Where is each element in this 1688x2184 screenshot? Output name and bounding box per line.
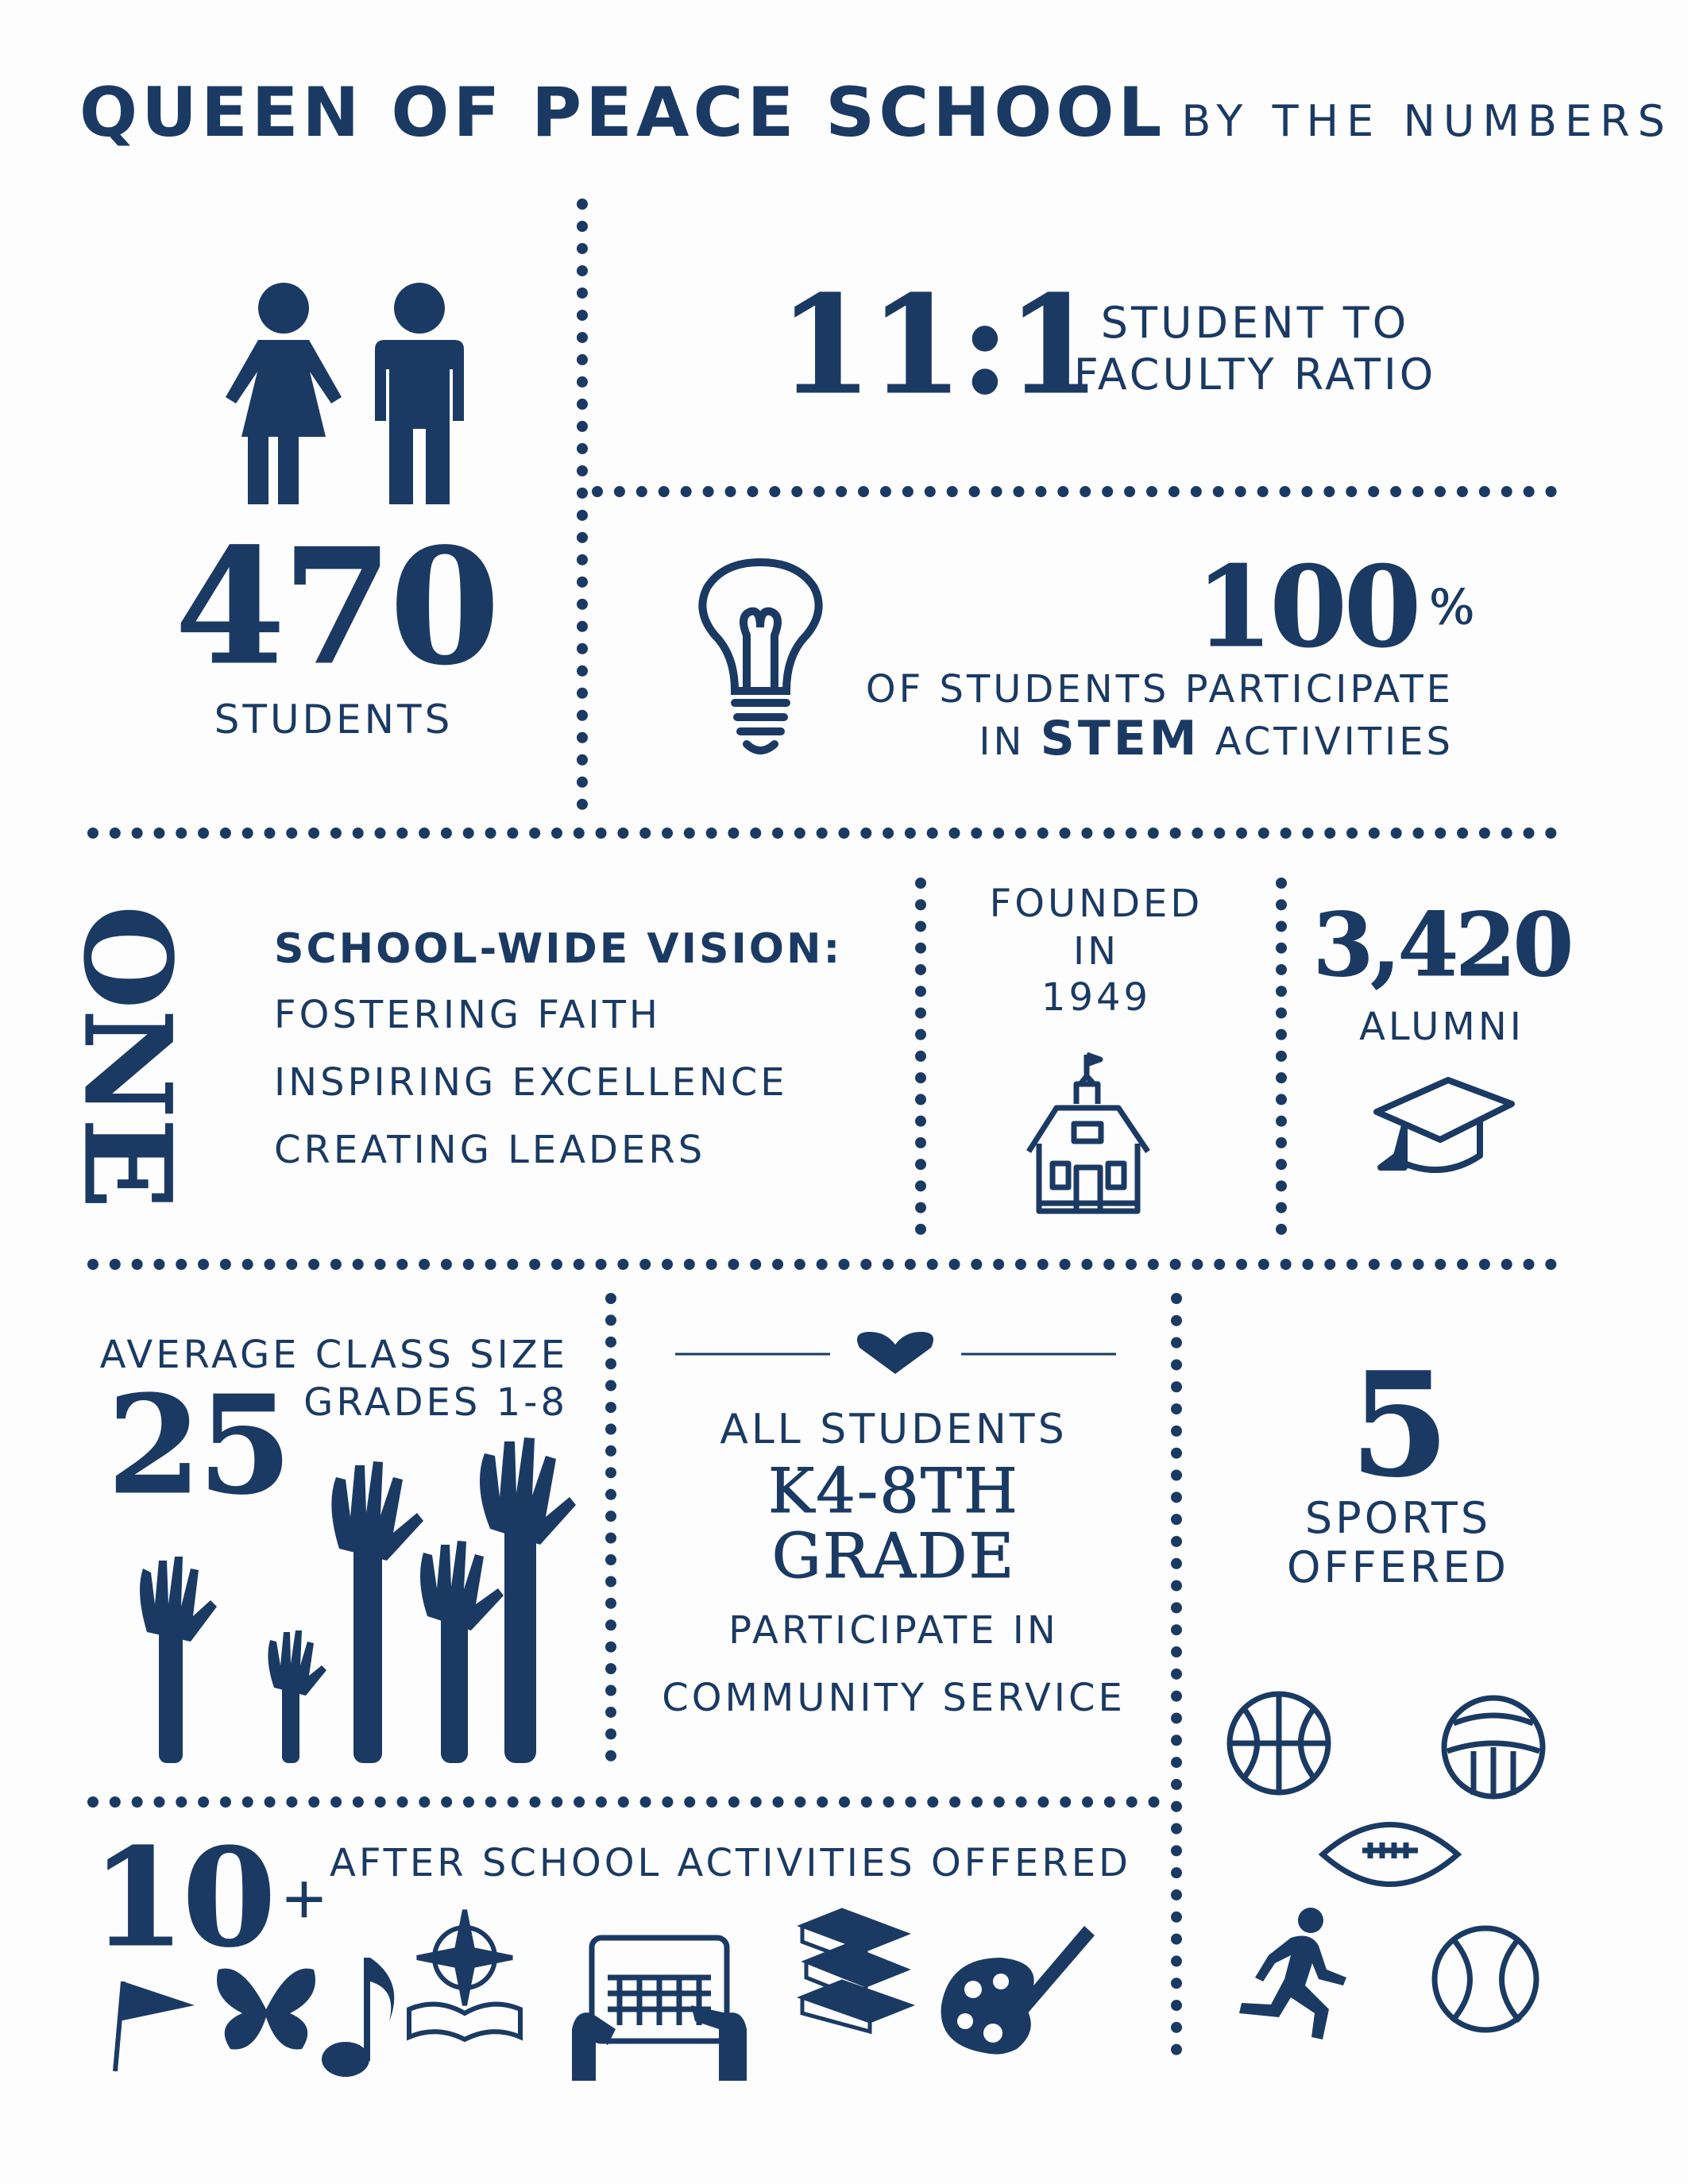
tablet-keyboard-icon	[572, 1934, 747, 2085]
students-value: 470	[175, 514, 497, 700]
compass-bible-icon	[401, 1906, 528, 2041]
divider-h-3	[87, 1259, 1557, 1270]
divider-v-3	[1276, 878, 1287, 1235]
music-note-icon	[318, 1950, 405, 2081]
stem-value-number: 100	[1196, 542, 1419, 673]
title-subtitle: BY THE NUMBERS	[1181, 96, 1673, 146]
stem-value-unit: %	[1429, 580, 1472, 635]
heart-divider	[675, 1330, 1116, 1378]
stem-line2-bold: STEM	[1040, 711, 1200, 766]
activities-value-number: 10	[91, 1819, 273, 1978]
ratio-value: 11:1	[778, 266, 1098, 425]
divider-h-1	[592, 486, 1557, 497]
tennis-ball-icon	[1428, 1922, 1543, 2037]
schoolhouse-icon	[1025, 1048, 1152, 1215]
stem-line1: OF STUDENTS PARTICIPATE	[865, 667, 1454, 712]
service-grades-line2: GRADE	[771, 1521, 1016, 1592]
activities-label: AFTER SCHOOL ACTIVITIES OFFERED	[330, 1841, 1131, 1885]
alumni-value: 3,420	[1312, 893, 1571, 996]
founded-line1: FOUNDED	[989, 882, 1203, 926]
divider-v-5	[1171, 1293, 1182, 2055]
divider-h-4	[87, 1796, 1160, 1808]
butterfly-icon	[211, 1962, 322, 2057]
divider-v-1	[577, 199, 588, 810]
vision-item-1: FOSTERING FAITH	[274, 993, 661, 1037]
class-size-line2: GRADES 1-8	[303, 1380, 568, 1425]
sports-line1: SPORTS	[1304, 1493, 1492, 1543]
alumni-label: ALUMNI	[1359, 1005, 1524, 1049]
stem-value	[1196, 542, 1472, 673]
art-palette-icon	[937, 1918, 1096, 2061]
football-icon	[1319, 1811, 1462, 1898]
activities-value-suffix: +	[280, 1866, 325, 1931]
stem-line2-suffix: ACTIVITIES	[1215, 720, 1454, 764]
activities-value	[91, 1819, 325, 1978]
service-grades-line1: K4-8TH	[768, 1456, 1019, 1527]
class-size-line1: AVERAGE CLASS SIZE	[99, 1333, 568, 1377]
raised-hands-icon	[131, 1433, 576, 1767]
books-icon	[794, 1906, 914, 2033]
service-line1: ALL STUDENTS	[720, 1406, 1068, 1453]
vision-word: ONE	[57, 905, 197, 1210]
ratio-label-line1: STUDENT TO	[1100, 298, 1410, 348]
founded-line2: IN	[1072, 929, 1120, 974]
graduation-cap-icon	[1373, 1076, 1516, 1179]
ratio-label-line2: FACULTY RATIO	[1073, 349, 1437, 399]
vision-heading: SCHOOL-WIDE VISION:	[274, 925, 843, 973]
vision-item-3: CREATING LEADERS	[274, 1128, 706, 1172]
stem-line2-prefix: IN	[979, 720, 1026, 764]
service-line3: PARTICIPATE IN	[728, 1608, 1059, 1653]
divider-v-4	[605, 1293, 616, 1761]
sports-value: 5	[1350, 1341, 1447, 1509]
founded-year: 1949	[1041, 975, 1152, 1020]
class-size-value: 25	[107, 1366, 289, 1525]
vision-item-2: INSPIRING EXCELLENCE	[274, 1060, 788, 1105]
volleyball-icon	[1438, 1692, 1549, 1803]
basketball-icon	[1223, 1688, 1335, 1799]
students-people-icon	[214, 278, 477, 508]
heart-icon	[857, 1332, 933, 1374]
flag-icon	[111, 1978, 199, 2073]
service-line4: COMMUNITY SERVICE	[662, 1676, 1126, 1720]
runner-icon	[1235, 1906, 1354, 2041]
divider-h-2	[87, 828, 1557, 839]
title-main: QUEEN OF PEACE SCHOOL	[79, 73, 1166, 152]
students-label: STUDENTS	[214, 696, 454, 743]
lightbulb-icon	[691, 560, 830, 758]
stem-line2	[834, 711, 1454, 766]
page-title	[79, 73, 1673, 152]
sports-line2: OFFERED	[1287, 1542, 1509, 1592]
divider-v-2	[915, 878, 926, 1235]
